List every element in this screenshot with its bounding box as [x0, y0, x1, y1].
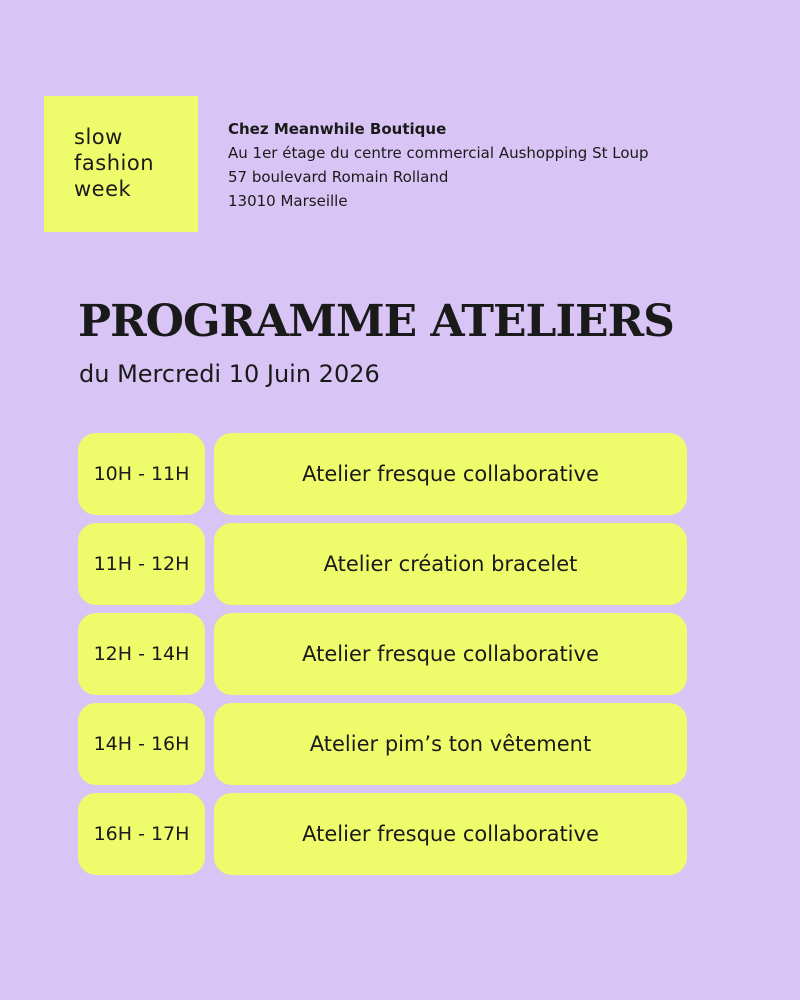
workshop-name: Atelier fresque collaborative [214, 793, 687, 875]
workshop-name: Atelier fresque collaborative [214, 613, 687, 695]
address-line-street: 57 boulevard Romain Rolland [228, 168, 449, 186]
time-slot: 16H - 17H [78, 793, 205, 875]
logo-word-slow: slow [74, 125, 123, 149]
schedule-row [78, 613, 688, 695]
venue-name: Chez Meanwhile Boutique [228, 120, 447, 138]
address-line-floor: Au 1er étage du centre commercial Aushopping St Loup [228, 144, 649, 162]
schedule-row [78, 523, 688, 605]
schedule-row [78, 433, 688, 515]
slow-fashion-week-logo [44, 96, 198, 232]
page-title: PROGRAMME ATELIERS [78, 296, 674, 347]
workshop-name: Atelier création bracelet [214, 523, 687, 605]
address-line-city: 13010 Marseille [228, 192, 348, 210]
time-slot: 11H - 12H [78, 523, 205, 605]
workshop-name: Atelier pim’s ton vêtement [214, 703, 687, 785]
schedule-row [78, 703, 688, 785]
workshop-name: Atelier fresque collaborative [214, 433, 687, 515]
schedule-row [78, 793, 688, 875]
logo-word-fashion: fashion [74, 151, 155, 175]
time-slot: 14H - 16H [78, 703, 205, 785]
event-date: du Mercredi 10 Juin 2026 [79, 360, 380, 388]
time-slot: 12H - 14H [78, 613, 205, 695]
time-slot: 10H - 11H [78, 433, 205, 515]
logo-word-week: week [74, 177, 132, 201]
venue-address [228, 117, 748, 213]
workshop-schedule [78, 433, 688, 883]
